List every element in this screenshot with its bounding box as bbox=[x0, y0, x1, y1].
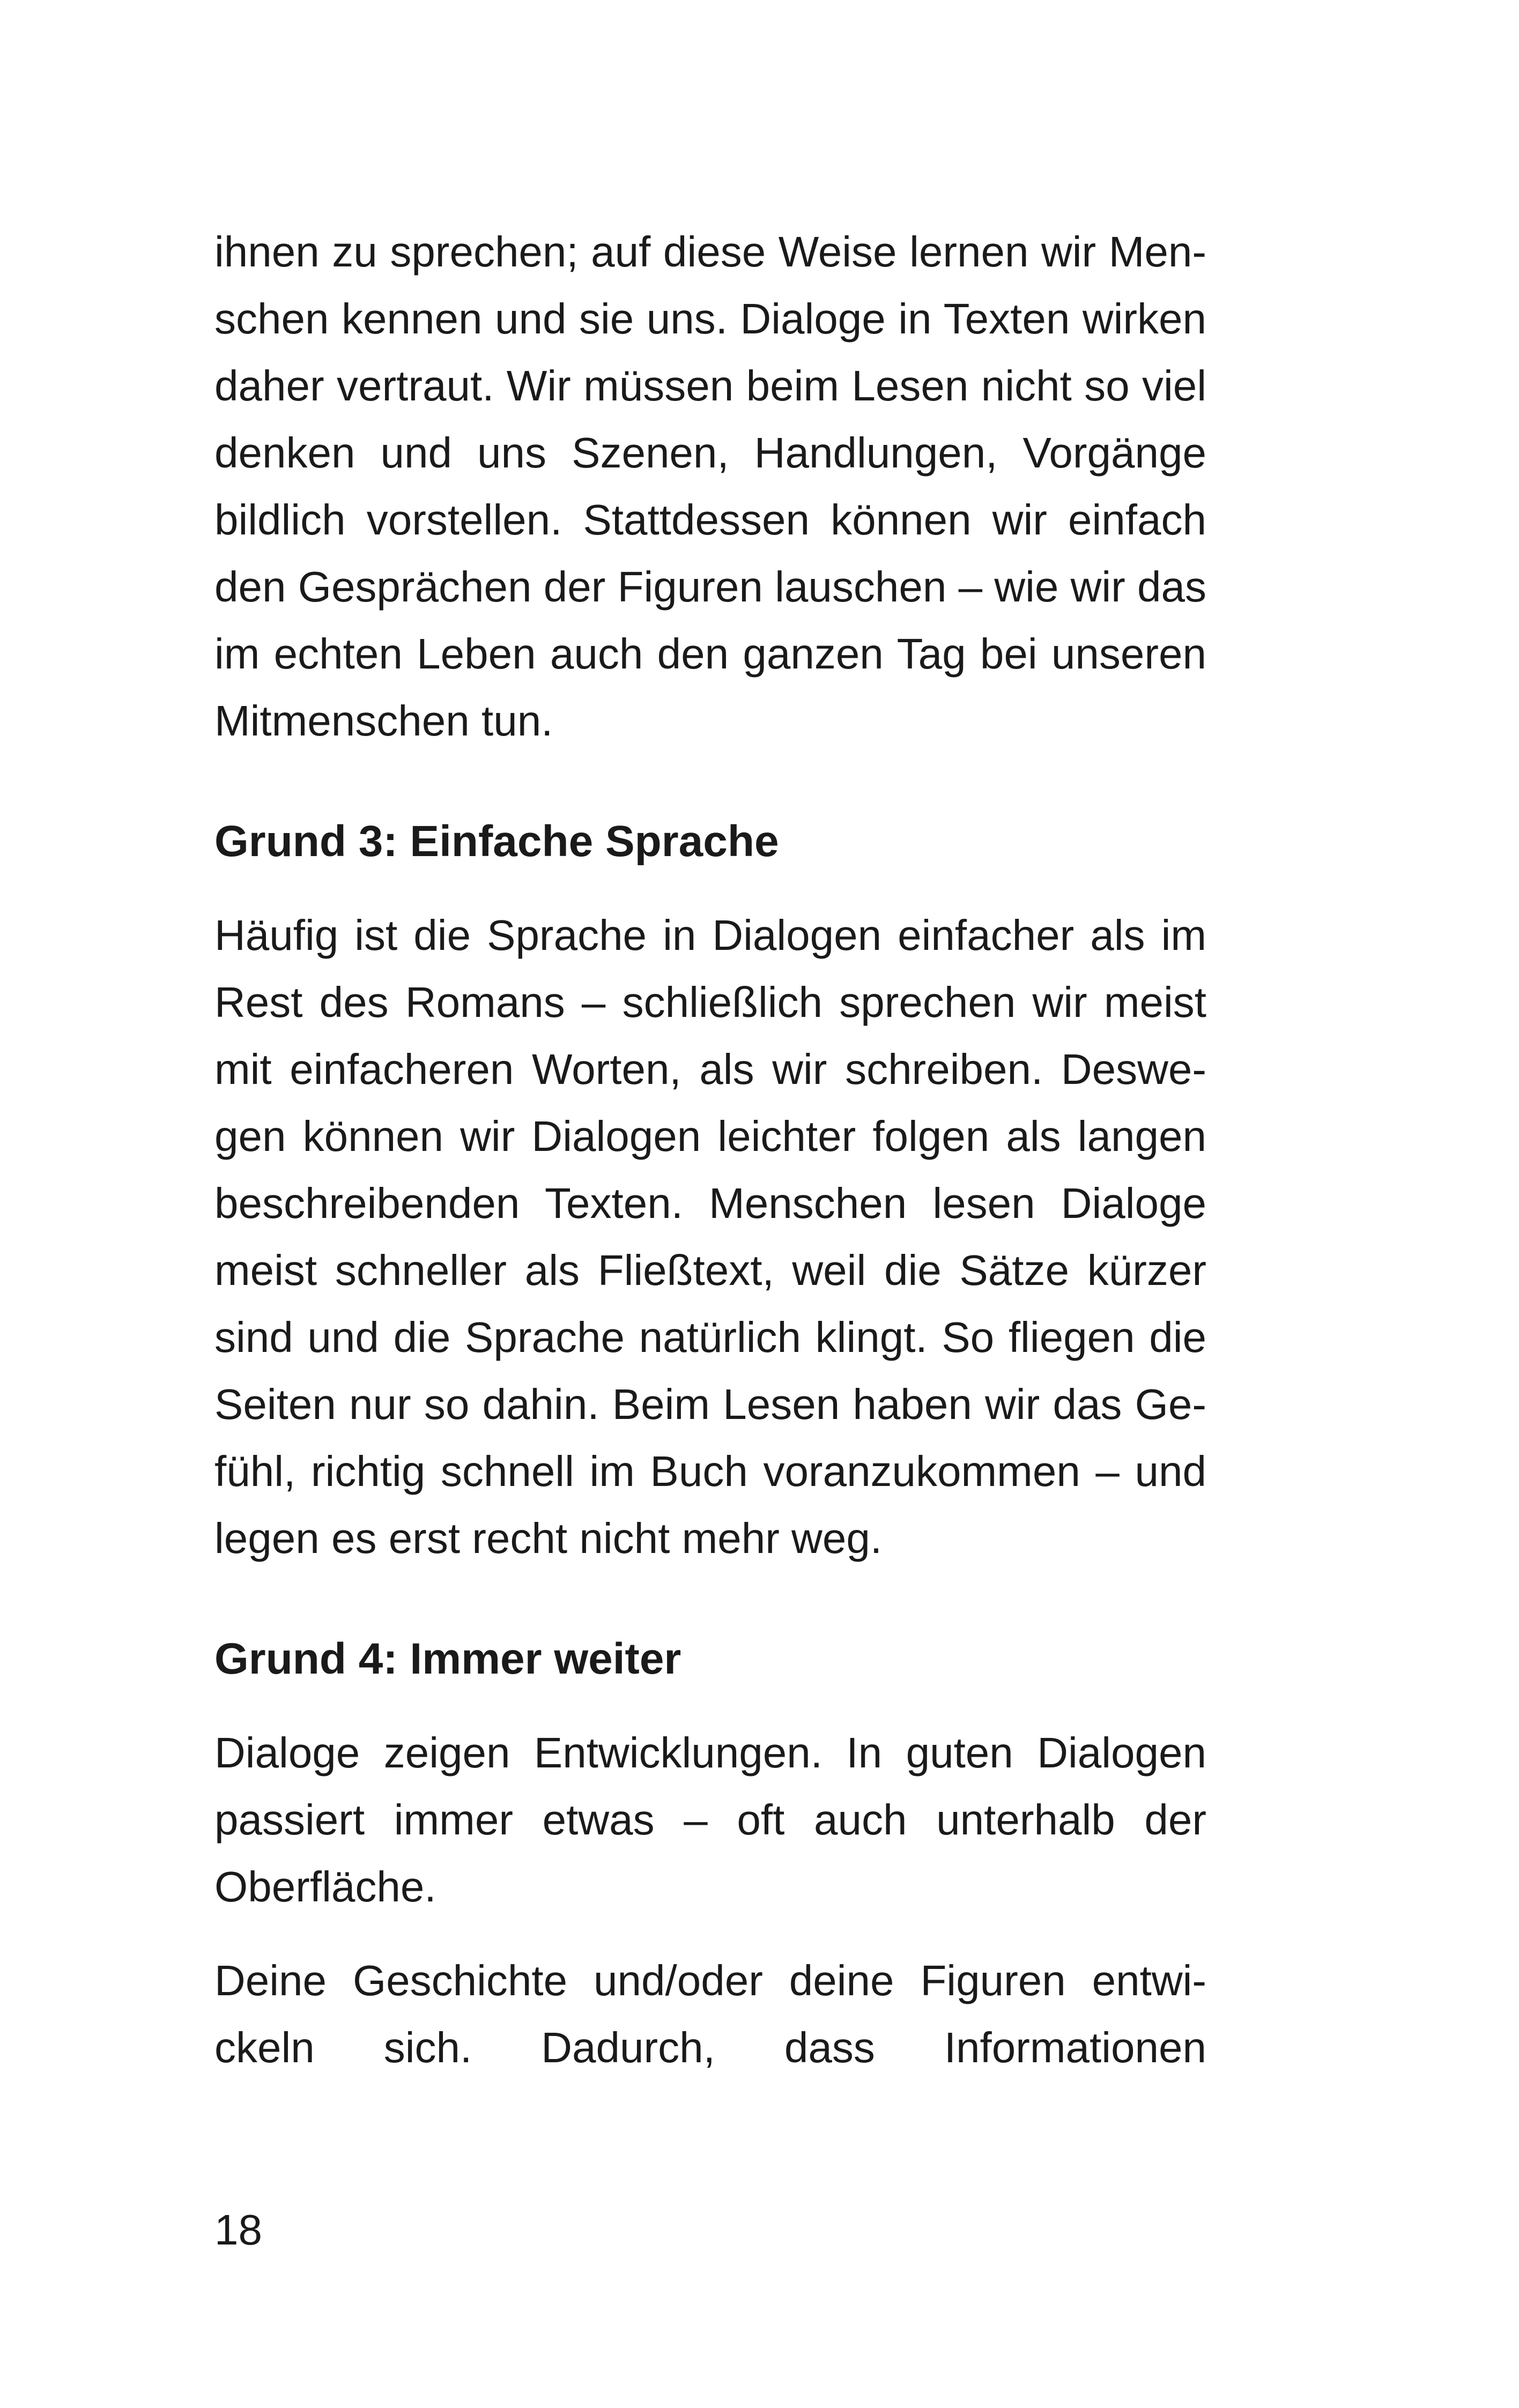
section-heading-3: Grund 3: Einfache Sprache bbox=[214, 817, 779, 866]
paragraph-1-line-8: Mitmenschen tun. bbox=[214, 697, 553, 745]
paragraph-1-line-6: den Gesprächen der Figuren lauschen – wie wir das bbox=[214, 563, 1206, 611]
paragraph-1-line-1: ihnen zu sprechen; auf diese Weise lernen wir Men- bbox=[214, 228, 1206, 276]
paragraph-1-line-3: daher vertraut. Wir müssen beim Lesen nicht so viel bbox=[214, 362, 1206, 410]
paragraph-2-line-2: Rest des Romans – schließlich sprechen wir meist bbox=[214, 978, 1206, 1026]
paragraph-3-line-2: passiert immer etwas – oft auch unterhalb der bbox=[214, 1796, 1206, 1844]
paragraph-2-line-4: gen können wir Dialogen leichter folgen als langen bbox=[214, 1112, 1206, 1160]
paragraph-1-line-5: bildlich vorstellen. Stattdessen können wir einfach bbox=[214, 496, 1206, 544]
paragraph-2-line-9: fühl, richtig schnell im Buch voranzukommen – und bbox=[214, 1447, 1206, 1495]
section-heading-4: Grund 4: Immer weiter bbox=[214, 1634, 681, 1683]
paragraph-2-line-6: meist schneller als Fließtext, weil die Sätze kürzer bbox=[214, 1246, 1206, 1294]
paragraph-1-line-7: im echten Leben auch den ganzen Tag bei unseren bbox=[214, 630, 1206, 678]
paragraph-2-line-7: sind und die Sprache natürlich klingt. So fliegen die bbox=[214, 1313, 1206, 1361]
paragraph-1-line-2: schen kennen und sie uns. Dialoge in Texten wirken bbox=[214, 295, 1206, 343]
paragraph-2-line-5: beschreibenden Texten. Menschen lesen Dialoge bbox=[214, 1179, 1206, 1227]
paragraph-1-line-4: denken und uns Szenen, Handlungen, Vorgänge bbox=[214, 429, 1206, 477]
paragraph-3-line-3: Oberfläche. bbox=[214, 1863, 436, 1911]
page-number: 18 bbox=[214, 2206, 262, 2254]
paragraph-2-line-3: mit einfacheren Worten, als wir schreiben. Deswe- bbox=[214, 1045, 1206, 1093]
paragraph-2-line-8: Seiten nur so dahin. Beim Lesen haben wir das Ge- bbox=[214, 1380, 1206, 1428]
paragraph-4-line-2: ckeln sich. Dadurch, dass Informationen bbox=[214, 2024, 1206, 2071]
paragraph-3-line-1: Dialoge zeigen Entwicklungen. In guten Dialogen bbox=[214, 1729, 1206, 1777]
paragraph-2-line-1: Häufig ist die Sprache in Dialogen einfacher als im bbox=[214, 911, 1206, 959]
paragraph-4-line-1: Deine Geschichte und/oder deine Figuren entwi- bbox=[214, 1957, 1206, 2004]
paragraph-2-line-10: legen es erst recht nicht mehr weg. bbox=[214, 1514, 883, 1562]
